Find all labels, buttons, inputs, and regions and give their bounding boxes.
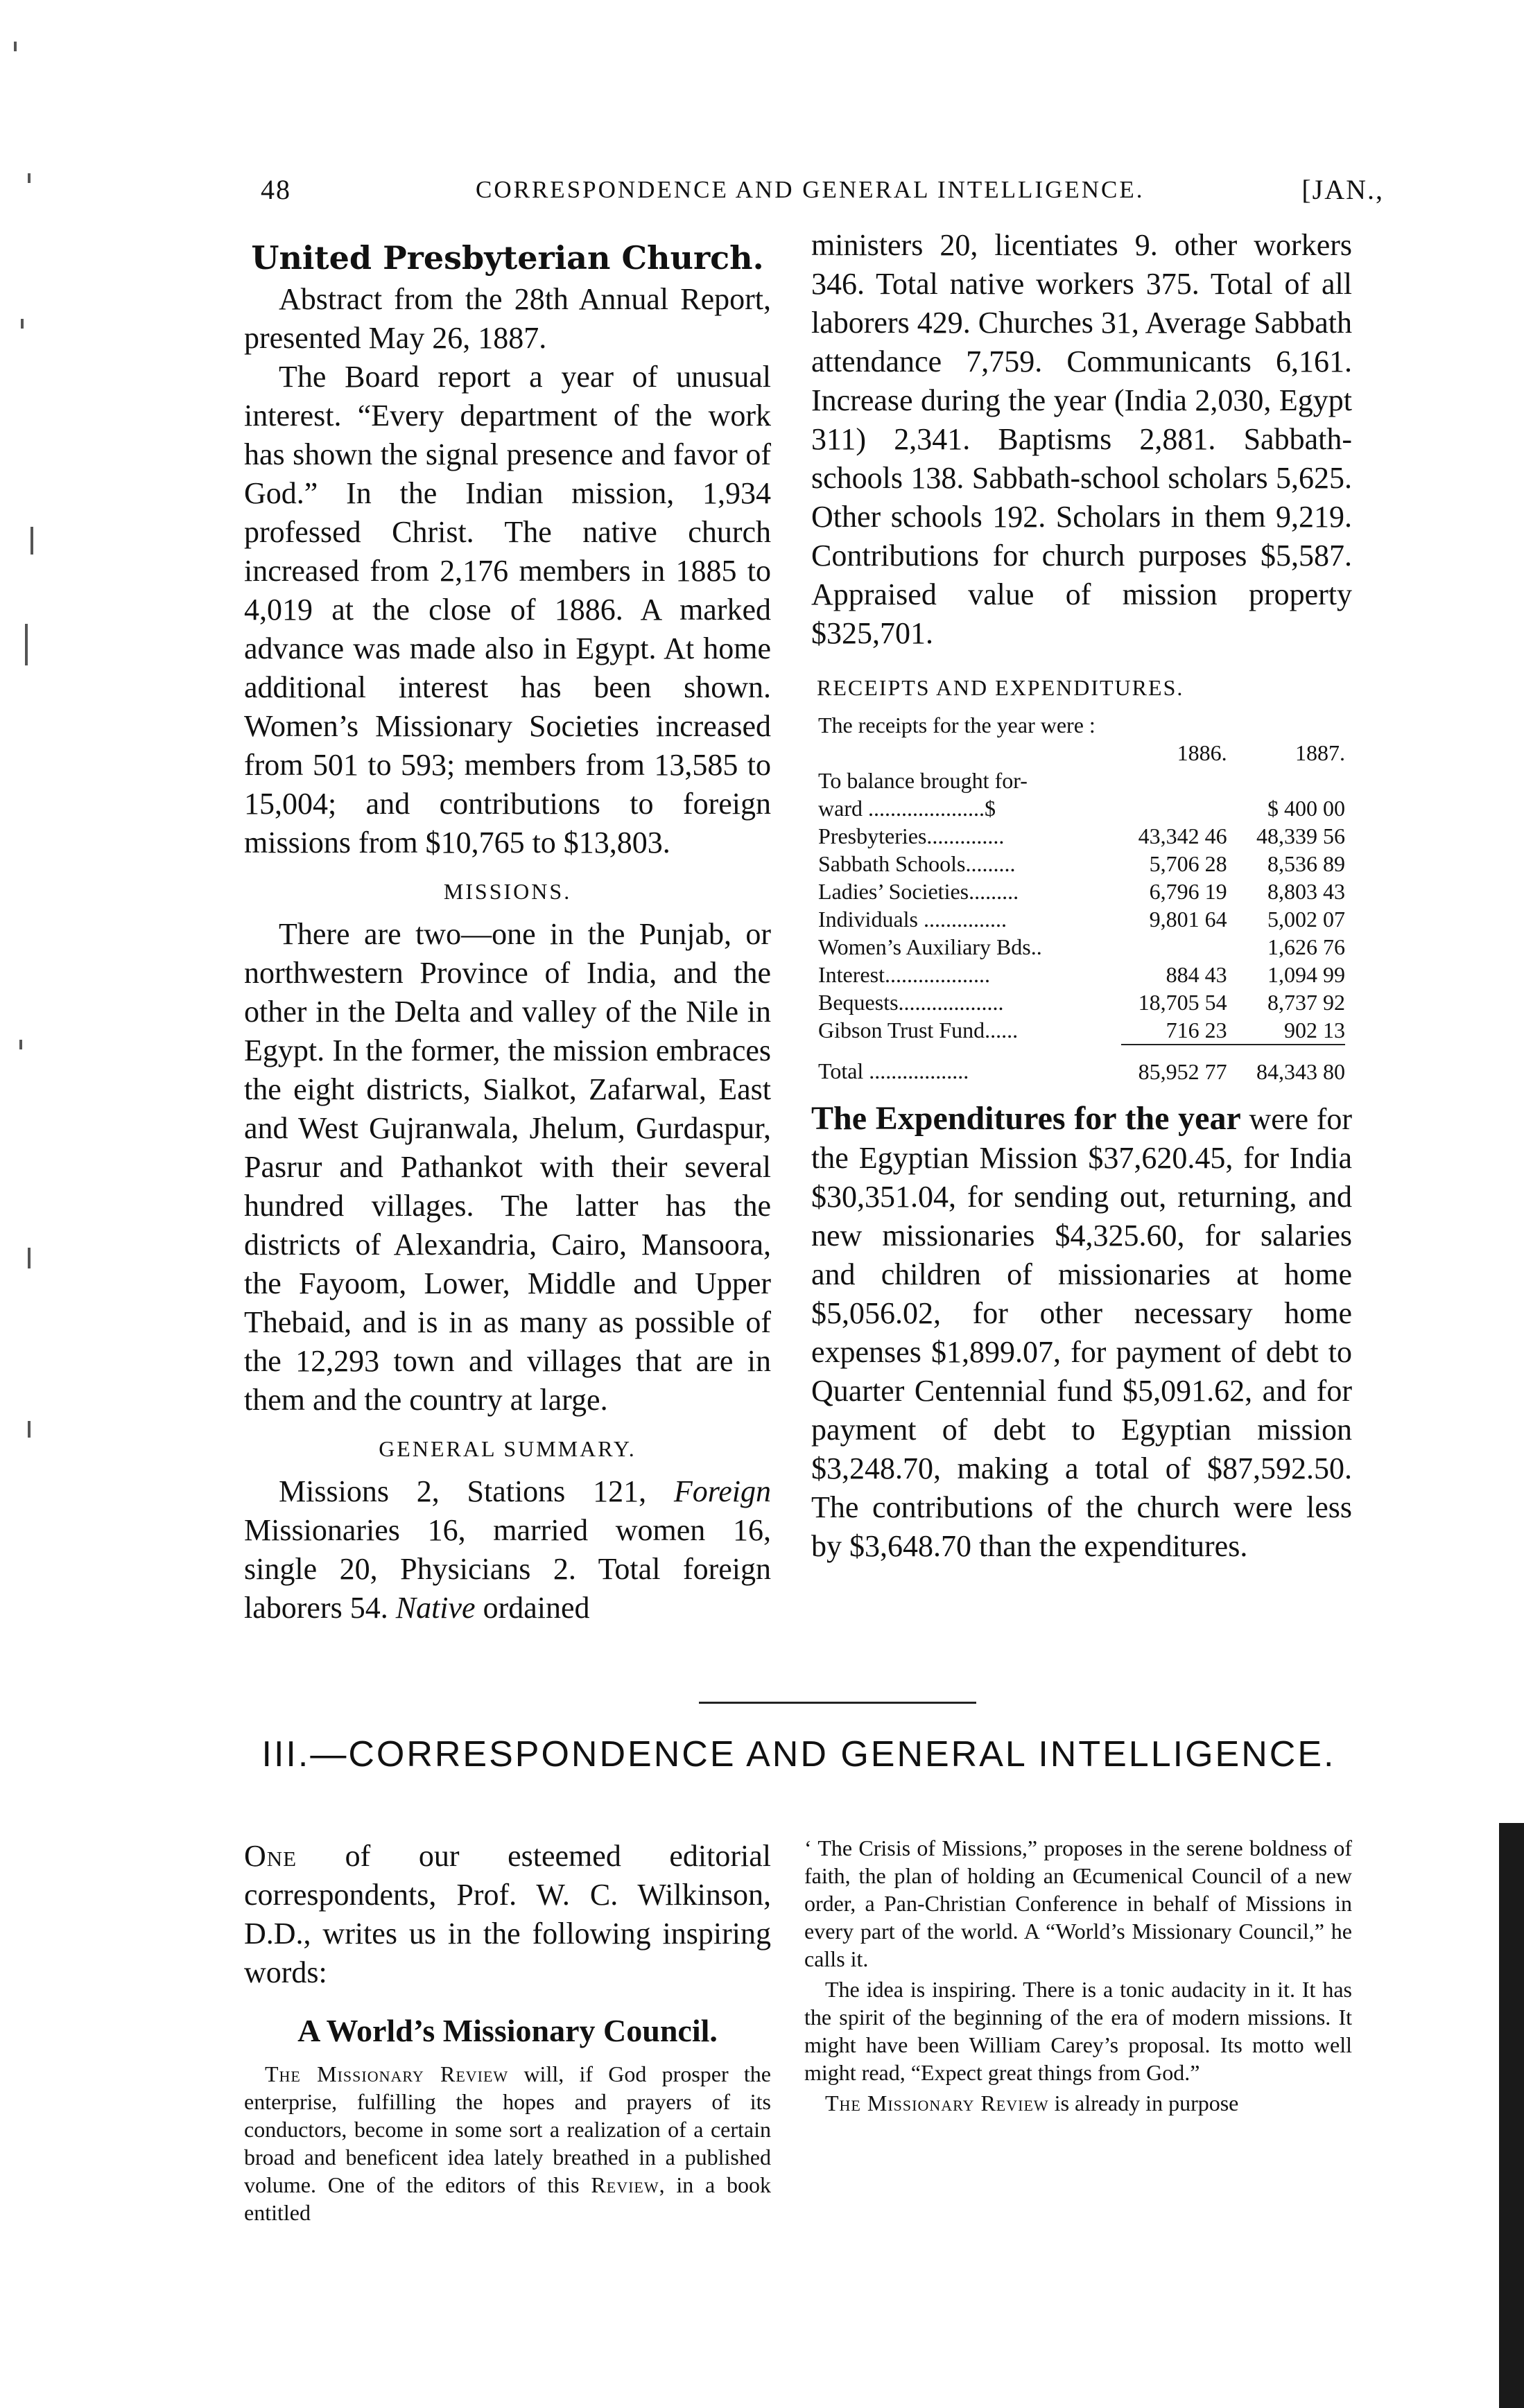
total-row xyxy=(818,1045,1345,1085)
missions-paragraph: There are two—one in the Punjab, or northwestern Province of India, and the other in the Delta and valley of the Nile in Egypt. In the former, the mission embraces the eight districts, Sialkot, Zafarwal, East and West Gujranwala, Jhelum, Gurdaspur, Pasrur and Pathankot with their several hundred villages. The latter has the districts of Alexandria, Cairo, Mansoora, the Fayoom, Lower, Middle and Upper Thebaid, and is in as many as possible of the 12,293 town and villages that are in them and the country at large. xyxy=(244,917,771,1417)
review-name-3: The Missionary Review xyxy=(825,2091,1049,2115)
receipt-1886: 5,706 28 xyxy=(1149,851,1227,876)
statistics-paragraph: ministers 20, licentiates 9. other workers 346. Total native workers 375. Total of all laborers 429. Churches 31, Average Sabbath attendance 7,759. Communicants 6,161. Increase during the year (India 2,030, Egypt 311) 2,341. Baptisms 2,881. Sabbath-schools 138. Sabbath-school scholars 5,625. Other schools 192. Scholars in them 9,219. Contributions for church purposes $5,587. Appraised value of mission property $325,701. xyxy=(811,228,1352,650)
purpose-paragraph xyxy=(804,2089,1352,2117)
intro-lead-word: One xyxy=(244,1839,297,1873)
receipt-label: Women’s Auxiliary Bds.. xyxy=(818,934,1042,959)
receipt-row xyxy=(818,988,1345,1016)
receipts-heading: RECEIPTS AND EXPENDITURES. xyxy=(817,675,1184,700)
summary-heading: GENERAL SUMMARY. xyxy=(379,1436,637,1461)
receipts-intro: The receipts for the year were : xyxy=(818,713,1096,738)
receipt-row xyxy=(818,961,1345,988)
section-heading: III.—CORRESPONDENCE AND GENERAL INTELLIGENCE. xyxy=(261,1734,1336,1774)
summary-text-a: Missions 2, Stations 121, xyxy=(279,1474,674,1508)
crisis-paragraph: ‘ The Crisis of Missions,” proposes in the serene boldness of faith, the plan of holding an Œcumenical Council of a new order, a Pan-Christian Conference in behalf of Missions in every part of the world. A “World’s Missionary Council,” he calls it. xyxy=(804,1835,1352,1971)
scan-speck xyxy=(19,1040,22,1049)
council-text-b: will, if God prosper the enterprise, fulfilling the hopes and prayers of its conductors, become in some sort a realization of a certain broad and beneficent idea lately breathed in a published volume. One of the editors of this xyxy=(244,2061,771,2197)
summary-text-c: Missionaries 16, married women 16, single 20, Physicians 2. Total foreign laborers 54. xyxy=(244,1513,771,1625)
scan-edge-shadow xyxy=(1499,1823,1524,2408)
year-header-row xyxy=(818,739,1345,767)
scan-speck xyxy=(31,527,33,555)
receipt-1887: 8,536 89 xyxy=(1267,851,1345,876)
receipt-label: Bequests................... xyxy=(818,990,1004,1015)
year-1887: 1887. xyxy=(1295,740,1345,765)
receipt-row xyxy=(818,905,1345,933)
receipt-row xyxy=(818,822,1345,850)
bottom-right-column xyxy=(804,1834,1352,2117)
receipt-1887: 5,002 07 xyxy=(1267,907,1345,932)
scan-speck xyxy=(28,1421,31,1438)
receipt-1887: 1,094 99 xyxy=(1267,962,1345,987)
abstract-paragraph: Abstract from the 28th Annual Report, presented May 26, 1887. xyxy=(244,282,771,355)
missions-heading: MISSIONS. xyxy=(443,879,572,904)
receipt-label: Ladies’ Societies......... xyxy=(818,879,1019,904)
receipt-1887 xyxy=(1240,767,1345,794)
summary-text-e: ordained xyxy=(475,1591,590,1625)
receipt-1886: 43,342 46 xyxy=(1138,823,1227,848)
receipt-row xyxy=(818,1016,1345,1045)
receipt-1887: 902 13 xyxy=(1240,1016,1345,1045)
idea-paragraph: The idea is inspiring. There is a tonic audacity in it. It has the spirit of the beginning of the era of modern missions. It might have been William Carey’s proposal. Its motto well might read, “Expect great things from God.” xyxy=(804,1977,1352,2085)
expenditures-lead: The Expenditures for the year xyxy=(811,1100,1241,1137)
page-number: 48 xyxy=(261,174,291,205)
council-text-d: , in a book entitled xyxy=(244,2172,772,2225)
receipt-label: ward .....................$ xyxy=(818,796,996,821)
right-column xyxy=(811,226,1352,1566)
receipt-1886: 716 23 xyxy=(1121,1016,1240,1045)
purpose-text: is already in purpose xyxy=(1048,2091,1239,2115)
receipt-row xyxy=(818,767,1345,794)
article-title: United Presbyterian Church. xyxy=(251,239,764,277)
receipt-row xyxy=(818,794,1345,822)
expenditures-text: were for the Egyptian Mission $37,620.45, for India $30,351.04, for sending out, returning, and new missionaries $4,325.60, for salaries and children of missionaries at home $5,056.02, for other necessary home expenses $1,899.07, for payment of debt to Quarter Centennial fund $5,091.62, and for payment of debt to Egyptian mission $3,248.70, making a total of $87,592.50. The contributions of the church were less by $3,648.70 than the expenditures. xyxy=(811,1102,1353,1563)
scan-speck xyxy=(28,173,31,183)
running-head xyxy=(261,173,1384,215)
year-1886: 1886. xyxy=(1177,740,1227,765)
receipt-1886 xyxy=(1121,794,1240,822)
receipt-1886: 18,705 54 xyxy=(1138,990,1227,1015)
review-name-2: Review xyxy=(591,2172,659,2197)
receipt-label: Individuals ............... xyxy=(818,907,1007,932)
total-label: Total .................. xyxy=(818,1058,969,1083)
scan-speck xyxy=(28,1248,31,1268)
receipt-label: Interest................... xyxy=(818,962,990,987)
total-1887: 84,343 80 xyxy=(1256,1059,1345,1084)
scan-speck xyxy=(21,319,24,329)
receipt-1887: 48,339 56 xyxy=(1256,823,1345,848)
receipt-label: To balance brought for- xyxy=(818,768,1028,793)
receipt-1886 xyxy=(1121,767,1240,794)
council-paragraph xyxy=(244,2060,771,2226)
total-1886: 85,952 77 xyxy=(1138,1059,1227,1084)
expenditures-paragraph xyxy=(811,1099,1352,1566)
intro-text: of our esteemed editorial correspondents, Prof. W. C. Wilkinson, D.D., writes us in the following inspiring words: xyxy=(244,1839,771,1989)
receipt-row xyxy=(818,878,1345,905)
receipt-row xyxy=(818,850,1345,878)
receipt-label: Gibson Trust Fund...... xyxy=(818,1018,1019,1042)
summary-foreign: Foreign xyxy=(673,1474,771,1508)
receipt-label: Sabbath Schools......... xyxy=(818,851,1016,876)
bottom-left-column xyxy=(244,1837,771,2226)
intro-paragraph xyxy=(244,1837,771,1992)
receipt-1887: 8,737 92 xyxy=(1267,990,1345,1015)
receipt-label: Presbyteries.............. xyxy=(818,823,1005,848)
council-title: A World’s Missionary Council. xyxy=(297,2013,718,2048)
board-report-paragraph: The Board report a year of unusual interest. “Every department of the work has shown the signal presence and favor of God.” In the Indian mission, 1,934 professed Christ. The native church increased from 2,176 members in 1885 to 4,019 at the close of 1886. A marked advance was made also in Egypt. At home additional interest has been shown. Women’s Missionary Societies increased from 501 to 593; members from 13,585 to 15,004; and contributions to foreign missions from $10,765 to $13,803. xyxy=(244,360,771,860)
summary-native: Native xyxy=(395,1591,476,1625)
review-name: The Missionary Review xyxy=(265,2061,509,2086)
running-date: [JAN., xyxy=(1301,174,1384,205)
section-divider xyxy=(699,1702,976,1704)
scan-speck xyxy=(25,624,28,665)
receipt-row xyxy=(818,933,1345,961)
receipt-1886: 9,801 64 xyxy=(1149,907,1227,932)
receipts-table-block xyxy=(811,711,1352,1085)
running-title: CORRESPONDENCE AND GENERAL INTELLIGENCE. xyxy=(476,176,1145,203)
receipts-table xyxy=(818,739,1345,1085)
receipt-1887: $ 400 00 xyxy=(1267,796,1345,821)
receipt-1887: 8,803 43 xyxy=(1267,879,1345,904)
summary-paragraph xyxy=(244,1472,771,1628)
receipt-1887: 1,626 76 xyxy=(1267,934,1345,959)
scan-speck xyxy=(14,42,17,51)
receipt-1886: 6,796 19 xyxy=(1149,879,1227,904)
receipt-1886: 884 43 xyxy=(1166,962,1227,987)
left-column xyxy=(244,236,771,1628)
receipt-1886 xyxy=(1121,933,1240,961)
